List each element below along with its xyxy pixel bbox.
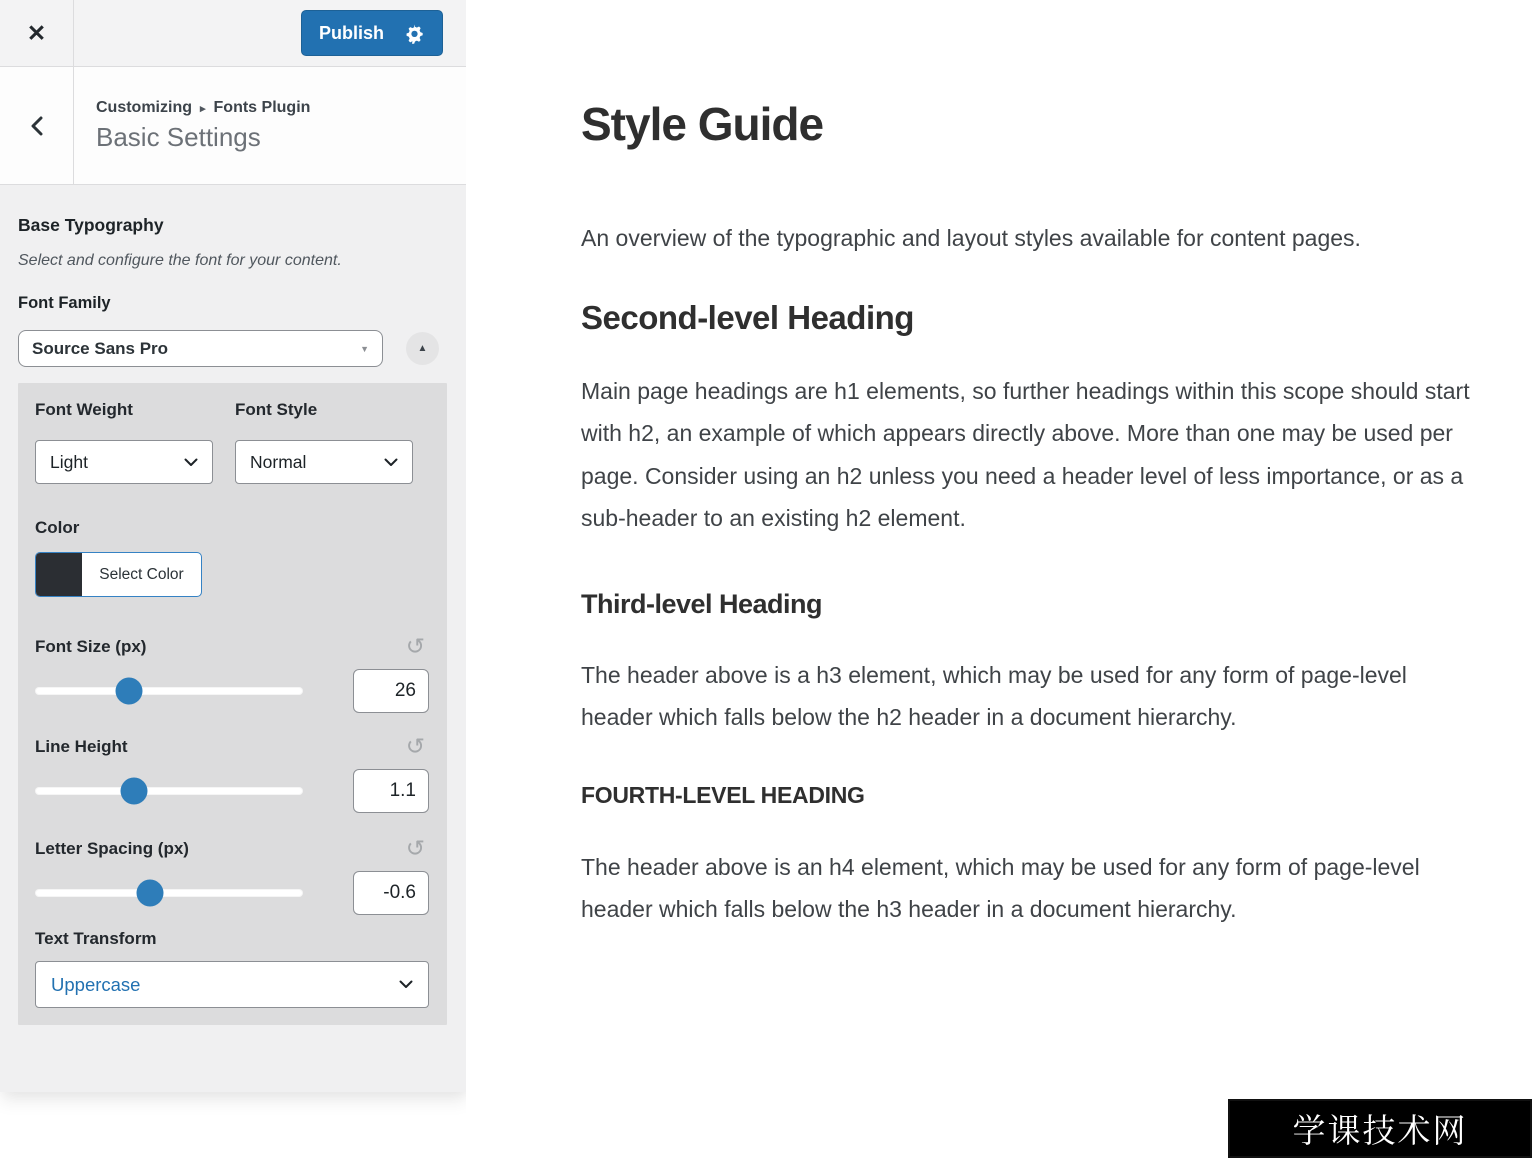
font-weight-value: Light — [50, 451, 88, 472]
section-heading: Base Typography — [18, 215, 164, 235]
select-color-label: Select Color — [99, 565, 184, 583]
slider-thumb[interactable] — [121, 778, 148, 805]
slider-track — [35, 889, 303, 897]
slider-track — [35, 787, 303, 795]
chevron-down-icon — [399, 980, 413, 989]
chevron-down-icon — [184, 458, 198, 467]
slider-track — [35, 687, 303, 695]
line-height-header — [35, 734, 429, 760]
line-height-input[interactable] — [353, 769, 429, 813]
preview-h1: Style Guide — [581, 98, 824, 150]
letter-spacing-slider[interactable] — [35, 871, 303, 915]
font-family-row — [18, 330, 447, 367]
publish-area — [74, 0, 466, 66]
font-family-value: Source Sans Pro — [32, 338, 169, 358]
reset-icon[interactable]: ↺ — [405, 634, 425, 660]
page-title: Basic Settings — [96, 121, 261, 152]
section-header — [0, 67, 466, 185]
reset-icon[interactable]: ↺ — [405, 734, 425, 760]
font-size-header — [35, 634, 429, 660]
base-typography-section — [0, 185, 466, 1047]
publish-button-label: Publish — [318, 22, 384, 43]
preview-h2: Second-level Heading — [581, 298, 914, 336]
letter-spacing-label: Letter Spacing (px) — [35, 839, 189, 858]
font-size-slider[interactable] — [35, 669, 303, 713]
text-transform-label: Text Transform — [35, 929, 157, 948]
line-height-slider[interactable] — [35, 769, 303, 813]
font-weight-label: Font Weight — [35, 400, 133, 419]
dropdown-triangle-icon: ▼ — [360, 343, 369, 354]
font-size-input[interactable] — [353, 669, 429, 713]
triangle-up-icon: ▲ — [417, 343, 428, 354]
preview-intro: An overview of the typographic and layout styles available for content pages. — [581, 225, 1361, 251]
close-icon: ✕ — [26, 19, 47, 46]
slider-thumb[interactable] — [115, 678, 142, 705]
font-weight-select[interactable] — [35, 440, 213, 484]
text-transform-value: Uppercase — [51, 973, 141, 995]
chevron-left-icon — [31, 116, 43, 136]
breadcrumb — [96, 99, 466, 117]
preview-paragraph-h4: The header above is an h4 element, which may be used for any form of page-level header which falls below the h3 header in a document hierarchy. — [581, 853, 1420, 922]
color-swatch — [36, 553, 82, 596]
close-customizer-button[interactable] — [0, 0, 74, 66]
site-preview — [466, 0, 1532, 1158]
preview-h4: FOURTH-LEVEL HEADING — [581, 781, 865, 808]
font-style-value: Normal — [250, 451, 307, 472]
font-size-label: Font Size (px) — [35, 637, 147, 656]
letter-spacing-input[interactable] — [353, 871, 429, 915]
preview-paragraph-h2: Main page headings are h1 elements, so further headings within this scope should start with h2, an example of which appears directly above. More than one may be used per page. Consider using an h2 unless you need a header level of less importance, or as a sub-header to an existing h2 element. — [581, 377, 1470, 531]
gear-icon[interactable] — [404, 23, 425, 44]
color-picker-button[interactable] — [35, 552, 202, 597]
breadcrumb-separator-icon: ▸ — [200, 103, 206, 115]
section-description: Select and configure the font for your content. — [18, 252, 342, 269]
breadcrumb-section[interactable]: Fonts Plugin — [213, 98, 311, 116]
back-button[interactable] — [0, 67, 74, 184]
font-style-label: Font Style — [235, 400, 318, 419]
chevron-down-icon — [384, 458, 398, 467]
customizer-topbar — [0, 0, 466, 67]
weight-style-row — [35, 400, 430, 484]
slider-thumb[interactable] — [137, 880, 164, 907]
line-height-label: Line Height — [35, 737, 128, 756]
reset-icon[interactable]: ↺ — [405, 836, 425, 862]
font-style-select[interactable] — [235, 440, 413, 484]
breadcrumb-column — [74, 67, 466, 184]
breadcrumb-root[interactable]: Customizing — [96, 98, 192, 116]
collapse-advanced-button[interactable] — [406, 332, 439, 365]
preview-paragraph-h3: The header above is a h3 element, which may be used for any form of page-level header which falls below the h2 header in a document hierarchy. — [581, 661, 1407, 730]
font-family-label: Font Family — [18, 294, 111, 312]
color-label: Color — [35, 518, 80, 537]
letter-spacing-header — [35, 836, 429, 862]
style-guide-content — [581, 98, 1476, 931]
watermark-text: 学课技术网 — [1292, 1111, 1468, 1150]
text-transform-select[interactable] — [35, 961, 429, 1008]
advanced-settings-panel — [18, 383, 447, 1025]
watermark-banner — [1228, 1099, 1532, 1158]
customizer-sidebar — [0, 0, 466, 1092]
font-size-row — [35, 669, 429, 713]
font-family-select[interactable] — [18, 330, 383, 367]
publish-button[interactable] — [301, 10, 443, 56]
letter-spacing-row — [35, 871, 429, 915]
line-height-row — [35, 769, 429, 813]
preview-h3: Third-level Heading — [581, 588, 823, 619]
